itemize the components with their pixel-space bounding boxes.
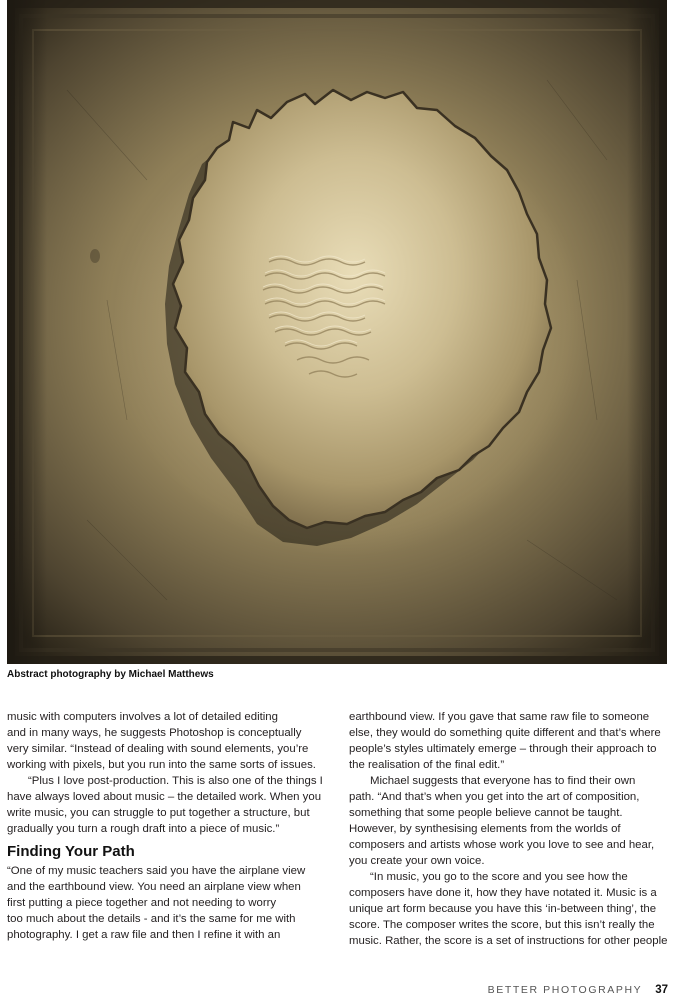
paragraph — [349, 773, 671, 869]
text-line: too much about the details - and it’s the same for me with — [7, 913, 296, 925]
text-line: “One of my music teachers said you have the airplane view — [7, 865, 306, 877]
section-heading: Finding Your Path — [7, 843, 135, 860]
text-line: composers and artists whose work you love to see and hear, — [349, 839, 655, 851]
text-line: people’s styles ultimately emerge – through their approach to — [349, 743, 657, 755]
text-line: gradually you turn a rough draft into a piece of music.” — [7, 823, 280, 835]
magazine-name: BETTER PHOTOGRAPHY — [487, 984, 643, 996]
text-line: write music, you can struggle to put together a structure, but — [7, 807, 310, 819]
text-line: path. “And that’s when you get into the art of composition, — [349, 791, 640, 803]
text-line: very similar. “Instead of dealing with sound elements, you’re — [7, 743, 309, 755]
photograph-artwork — [7, 0, 667, 664]
text-line: first putting a piece together and not needing to worry — [7, 897, 277, 909]
article-column-right — [349, 709, 671, 949]
text-line: else, they would do something quite different and that’s where — [349, 727, 661, 739]
text-line: composers have done it, how they have notated it. Music is a — [349, 887, 657, 899]
text-line: music. Rather, the score is a set of instructions for other people — [349, 935, 668, 947]
text-line: “In music, you go to the score and you see how the — [370, 871, 628, 883]
page-footer — [488, 984, 668, 996]
text-line: and the earthbound view. You need an airplane view when — [7, 881, 301, 893]
text-line: earthbound view. If you gave that same raw file to someone — [349, 711, 650, 723]
text-line: music with computers involves a lot of detailed editing — [7, 711, 278, 723]
article-column-left — [7, 709, 327, 943]
paragraph — [7, 773, 327, 837]
photo-caption: Abstract photography by Michael Matthews — [7, 669, 214, 680]
text-line: score. The composer writes the score, but this isn’t really the — [349, 919, 655, 931]
paragraph — [7, 709, 327, 773]
text-line: you create your own voice. — [349, 855, 485, 867]
text-line: the realisation of the final edit.” — [349, 759, 505, 771]
paragraph — [7, 863, 327, 943]
abstract-photograph — [7, 0, 667, 664]
page-number: 37 — [655, 984, 668, 996]
paragraph — [349, 869, 671, 949]
text-line: Michael suggests that everyone has to find their own — [370, 775, 636, 787]
text-line: and in many ways, he suggests Photoshop is conceptually — [7, 727, 302, 739]
text-line: However, by synthesising elements from the worlds of — [349, 823, 621, 835]
text-line: photography. I get a raw file and then I refine it with an — [7, 929, 281, 941]
text-line: working with pixels, but you run into the same sorts of issues. — [7, 759, 316, 771]
text-line: have always loved about music – the detailed work. When you — [7, 791, 322, 803]
text-line: unique art form because you have this ‘in-between thing’, the — [349, 903, 657, 915]
paragraph — [349, 709, 671, 773]
text-line: “Plus I love post-production. This is also one of the things I — [28, 775, 323, 787]
text-line: something that some people believe cannot be taught. — [349, 807, 623, 819]
